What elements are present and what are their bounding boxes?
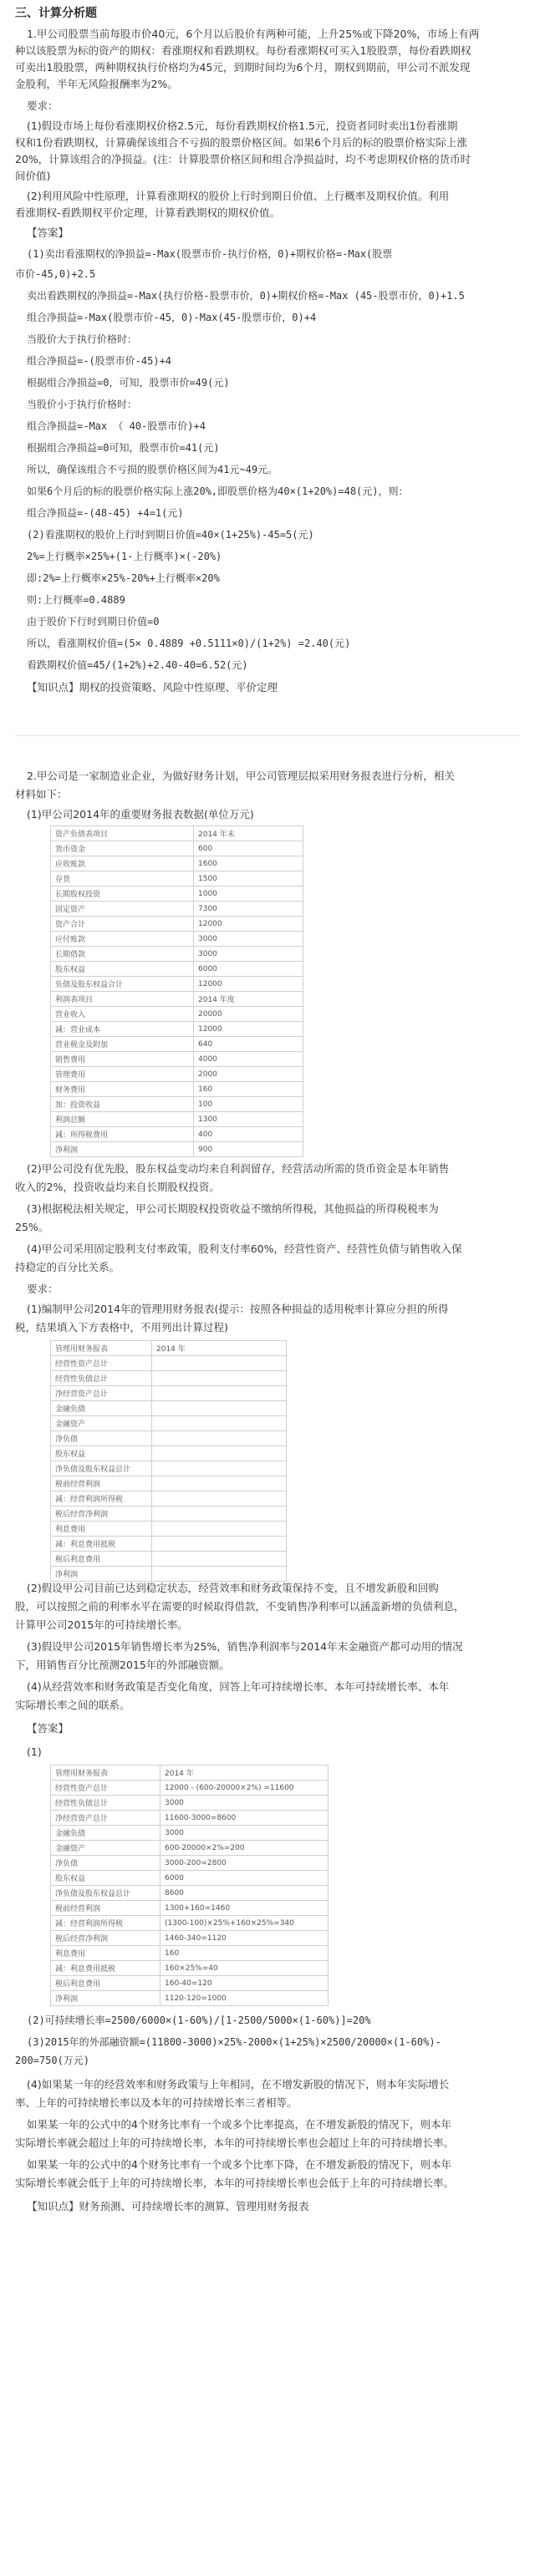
q1-answer-line: (2)看涨期权的股价上行时到期日价值=40×(1+25%)-45=5(元) bbox=[27, 529, 314, 541]
table-cell-value: 1600 bbox=[194, 856, 303, 871]
table-row bbox=[51, 1491, 287, 1506]
table-row bbox=[51, 1856, 329, 1871]
q1-require-label: 要求： bbox=[27, 99, 59, 112]
table-row bbox=[51, 1097, 303, 1112]
table-cell-value bbox=[152, 1416, 287, 1431]
table-row bbox=[51, 1506, 287, 1522]
table-cell-value: 3000 bbox=[194, 947, 303, 962]
q1-requirement-line: (1)假设市场上每份看涨期权价格2.5元，每份看跌期权价格1.5元，投资者同时卖出1份看涨期 bbox=[27, 119, 458, 132]
q2-requirement-line: 税，结果填入下方表格中，不用列出计算过程) bbox=[15, 1321, 228, 1334]
table-row bbox=[51, 1431, 287, 1446]
table-cell-label: 税后经营净利润 bbox=[51, 1931, 160, 1946]
table-cell-label: 税后利息费用 bbox=[51, 1552, 152, 1567]
q2-answer-line: 如果某一年的公式中的4个财务比率有一个或多个比率提高，在不增发新股的情况下，则本年 bbox=[27, 2118, 451, 2131]
table-row bbox=[51, 1386, 287, 1401]
table-cell-label: 固定资产 bbox=[51, 902, 194, 917]
table-cell-label: 管理费用 bbox=[51, 1067, 194, 1082]
q1-stem-line: 金股利，半年无风险报酬率为2%。 bbox=[15, 78, 178, 90]
table-cell-value: 1300+160=1460 bbox=[160, 1901, 329, 1916]
table-cell-value: 8600 bbox=[160, 1886, 329, 1901]
table-cell-label: 净经营资产总计 bbox=[51, 1811, 160, 1826]
table-cell-label: 资产合计 bbox=[51, 917, 194, 932]
table-cell-value bbox=[152, 1446, 287, 1461]
table-cell-label: 净利润 bbox=[51, 1567, 152, 1582]
q2-material-title: (1)甲公司2014年的重要财务报表数据(单位万元) bbox=[27, 808, 254, 821]
q1-answer-line: 组合净损益=-(48-45) +4=1(元) bbox=[27, 507, 184, 519]
table-row bbox=[51, 1007, 303, 1022]
table-row bbox=[51, 1976, 329, 1991]
table-cell-value bbox=[152, 1552, 287, 1567]
table-row bbox=[51, 1052, 303, 1067]
table-cell-value: 7300 bbox=[194, 902, 303, 917]
table-cell-label: 财务费用 bbox=[51, 1082, 194, 1097]
table-row bbox=[51, 947, 303, 962]
table-row bbox=[51, 1082, 303, 1097]
table-cell-label: 加：投资收益 bbox=[51, 1097, 194, 1112]
table-cell-label: 利润总额 bbox=[51, 1112, 194, 1127]
table-cell-value: 1120-120=1000 bbox=[160, 1991, 329, 2006]
q1-requirement-line: 间价值) bbox=[15, 170, 51, 182]
q1-answer-line: 如果6个月后的标的股票价格实际上涨20%,即股票价格为40×(1+20%)=48(元)，则： bbox=[27, 485, 409, 497]
table-cell-value bbox=[152, 1386, 287, 1401]
q2-answer-line: 率、上年的可持续增长率以及本年的可持续增长率三者相等。 bbox=[15, 2096, 298, 2109]
q2-requirement-line: 股，可以按照之前的利率水平在需要的时候取得借款，不变销售净利率可以涵盖新增的负债利息， bbox=[15, 1600, 465, 1613]
q1-answer-line: 组合净损益=-Max(股票市价-45，0)-Max(45-股票市价，0)+4 bbox=[27, 312, 317, 323]
table-cell-value bbox=[152, 1431, 287, 1446]
q1-answer-line: 则:上行概率=0.4889 bbox=[27, 594, 125, 606]
table-cell-value: 100 bbox=[194, 1097, 303, 1112]
table-row bbox=[51, 1446, 287, 1461]
q1-answer-line: 看跌期权价值=45/(1+2%)+2.40-40=6.52(元) bbox=[27, 659, 248, 671]
table-row bbox=[51, 1796, 329, 1811]
table-cell-label: 管理用财务报表 bbox=[51, 1766, 160, 1781]
q1-answer-line: 即:2%=上行概率×25%-20%+上行概率×20% bbox=[27, 572, 220, 584]
table-row bbox=[51, 1371, 287, 1386]
table-cell-value: 3000-200=2800 bbox=[160, 1856, 329, 1871]
table-cell-label: 减：经营利润所得税 bbox=[51, 1491, 152, 1506]
table-cell-value bbox=[152, 1522, 287, 1537]
q2-material-line: (4)甲公司采用固定股利支付率政策，股利支付率60%，经营性资产、经营性负债与销售收入保 bbox=[27, 1242, 462, 1255]
table-cell-value: 400 bbox=[194, 1127, 303, 1142]
table-cell-label: 净利润 bbox=[51, 1142, 194, 1157]
table-row bbox=[51, 1946, 329, 1961]
q2-answer-label: 【答案】 bbox=[27, 1722, 69, 1735]
q2-answer-line: 如果某一年的公式中的4个财务比率有一个或多个比率下降，在不增发新股的情况下，则本年 bbox=[27, 2158, 451, 2171]
table-cell-value: 1500 bbox=[194, 871, 303, 887]
table-row bbox=[51, 1901, 329, 1916]
table-cell-value: 12000 bbox=[194, 917, 303, 932]
q2-material-line: (2)甲公司没有优先股，股东权益变动均来自利润留存，经营活动所需的货币资金是本年销售 bbox=[27, 1162, 450, 1175]
table-cell-label: 税后经营净利润 bbox=[51, 1506, 152, 1522]
q2-requirement-line: 计算甲公司2015年的可持续增长率。 bbox=[15, 1618, 188, 1631]
table-cell-label: 经营性负债总计 bbox=[51, 1371, 152, 1386]
table-cell-label: 净负债及股东权益总计 bbox=[51, 1461, 152, 1476]
q2-answer-marker: (1) bbox=[27, 1745, 42, 1758]
table-cell-label: 利息费用 bbox=[51, 1946, 160, 1961]
table-row bbox=[51, 1961, 329, 1976]
table-cell-label: 减：经营利润所得税 bbox=[51, 1916, 160, 1931]
q1-knowledge-points: 【知识点】期权的投资策略、风险中性原理、平价定理 bbox=[27, 681, 278, 694]
table-cell-label: 管理用财务报表 bbox=[51, 1341, 152, 1356]
section-title: 三、计算分析题 bbox=[15, 7, 97, 20]
q2-requirement-line: (2)假设甲公司目前已达到稳定状态，经营效率和财务政策保持不变，且不增发新股和回购 bbox=[27, 1582, 439, 1594]
table-cell-value bbox=[152, 1476, 287, 1491]
table-cell-label: 长期借款 bbox=[51, 947, 194, 962]
table-cell-value bbox=[152, 1401, 287, 1416]
table-cell-label: 利润表项目 bbox=[51, 992, 194, 1007]
q2-requirement-line: (1)编制甲公司2014年的管理用财务报表(提示：按照各种损益的适用税率计算应分担的所得 bbox=[27, 1303, 449, 1315]
table-cell-label: 经营性负债总计 bbox=[51, 1796, 160, 1811]
table-cell-label: 资产负债表项目 bbox=[51, 826, 194, 841]
table-cell-label: 税前经营利润 bbox=[51, 1476, 152, 1491]
table-cell-label: 税后利息费用 bbox=[51, 1976, 160, 1991]
q1-requirement-line: (2)利用风险中性原理，计算看涨期权的股价上行时到期日价值、上行概率及期权价值。利用 bbox=[27, 190, 450, 202]
table-cell-label: 金融负债 bbox=[51, 1826, 160, 1841]
q2-answer-line: 实际增长率就会低于上年的可持续增长率，本年的可持续增长率也会低于上年的可持续增长率。 bbox=[15, 2177, 455, 2189]
table-row bbox=[51, 1811, 329, 1826]
table-row bbox=[51, 1931, 329, 1946]
table-row bbox=[51, 1067, 303, 1082]
table-cell-value: 2014 年度 bbox=[194, 992, 303, 1007]
table-cell-label: 金融负债 bbox=[51, 1401, 152, 1416]
table-row bbox=[51, 917, 303, 932]
q2-material-line: 25%。 bbox=[15, 1221, 49, 1233]
table-cell-label: 税前经营利润 bbox=[51, 1901, 160, 1916]
table-cell-value: 20000 bbox=[194, 1007, 303, 1022]
table-row bbox=[51, 856, 303, 871]
table-cell-label: 净负债 bbox=[51, 1856, 160, 1871]
table-cell-value: 600-20000×2%=200 bbox=[160, 1841, 329, 1856]
table-row bbox=[51, 962, 303, 977]
table-cell-label: 利息费用 bbox=[51, 1522, 152, 1537]
table-cell-label: 减：利息费用抵税 bbox=[51, 1537, 152, 1552]
table-cell-label: 负债及股东权益合计 bbox=[51, 977, 194, 992]
table-cell-value: 12000 bbox=[194, 977, 303, 992]
q1-answer-line: 由于股价下行时到期日价值=0 bbox=[27, 616, 160, 627]
table-row bbox=[51, 1781, 329, 1796]
document-page bbox=[15, 0, 520, 2576]
table-row bbox=[51, 932, 303, 947]
table-cell-value: 12000 - (600-20000×2%) =11600 bbox=[160, 1781, 329, 1796]
table-cell-value: 2014 年 bbox=[160, 1766, 329, 1781]
table-cell-label: 经营性资产总计 bbox=[51, 1356, 152, 1371]
table-cell-label: 股东权益 bbox=[51, 1446, 152, 1461]
table-row bbox=[51, 1522, 287, 1537]
q2-requirement-line: (3)假设甲公司2015年销售增长率为25%，销售净利润率与2014年末金融资产都可动用的情况 bbox=[27, 1640, 463, 1653]
table-cell-label: 净经营资产总计 bbox=[51, 1386, 152, 1401]
table-cell-label: 股东权益 bbox=[51, 1871, 160, 1886]
table-row bbox=[51, 1567, 287, 1582]
management-statement-table bbox=[50, 1340, 287, 1582]
table-cell-value: 160 bbox=[194, 1082, 303, 1097]
table-cell-value bbox=[152, 1461, 287, 1476]
table-row bbox=[51, 887, 303, 902]
q2-require-label: 要求： bbox=[27, 1283, 59, 1295]
table-cell-value: 3000 bbox=[194, 932, 303, 947]
table-cell-label: 应付账款 bbox=[51, 932, 194, 947]
q1-answer-line: 卖出看跌期权的净损益=-Max(执行价格-股票市价，0)+期权价格=-Max (45-股票市价，0)+1.5 bbox=[27, 290, 465, 302]
q1-requirement-line: 20%，计算该组合的净损益。(注：计算股票价格区间和组合净损益时，均不考虑期权价格的货币时 bbox=[15, 153, 471, 165]
table-row bbox=[51, 1416, 287, 1431]
table-row bbox=[51, 1401, 287, 1416]
q1-requirement-line: 权和1份看跌期权，计算确保该组合不亏损的股票价格区间。如果6个月后的标的股票价格实际上涨 bbox=[15, 136, 467, 149]
q2-intro-line: 2.甲公司是一家制造业企业，为做好财务计划，甲公司管理层拟采用财务报表进行分析，相关 bbox=[27, 770, 455, 782]
table-cell-value bbox=[152, 1506, 287, 1522]
q1-answer-line: 当股价大于执行价格时： bbox=[27, 333, 138, 345]
q1-answer-label: 【答案】 bbox=[27, 226, 69, 239]
q2-requirement-line: 下，用销售百分比预测2015年的外部融资额。 bbox=[15, 1659, 230, 1671]
table-cell-value: 900 bbox=[194, 1142, 303, 1157]
financial-statement-table bbox=[50, 826, 303, 1157]
table-row bbox=[51, 1127, 303, 1142]
table-cell-label: 净利润 bbox=[51, 1991, 160, 2006]
table-row bbox=[51, 1341, 287, 1356]
table-cell-value: 1300 bbox=[194, 1112, 303, 1127]
table-cell-label: 金融资产 bbox=[51, 1416, 152, 1431]
table-row bbox=[51, 1826, 329, 1841]
table-cell-value bbox=[152, 1491, 287, 1506]
table-cell-value: 4000 bbox=[194, 1052, 303, 1067]
table-row bbox=[51, 826, 303, 841]
q1-requirement-line: 看涨期权-看跌期权平价定理，计算看跌期权的期权价值。 bbox=[15, 206, 281, 219]
table-cell-value bbox=[152, 1567, 287, 1582]
q2-material-line: 持稳定的百分比关系。 bbox=[15, 1261, 120, 1273]
table-cell-value: 2014 年 bbox=[152, 1341, 287, 1356]
table-cell-value: 6000 bbox=[194, 962, 303, 977]
q1-answer-line: 2%=上行概率×25%+(1-上行概率)×(-20%) bbox=[27, 551, 222, 562]
table-row bbox=[51, 977, 303, 992]
q1-answer-line: 组合净损益=-(股票市价-45)+4 bbox=[27, 355, 172, 367]
table-cell-value: 2000 bbox=[194, 1067, 303, 1082]
table-cell-value bbox=[152, 1537, 287, 1552]
table-row bbox=[51, 1037, 303, 1052]
table-row bbox=[51, 1886, 329, 1901]
table-cell-value: (1300-100)×25%+160×25%=340 bbox=[160, 1916, 329, 1931]
table-cell-label: 经营性资产总计 bbox=[51, 1781, 160, 1796]
table-row bbox=[51, 1991, 329, 2006]
table-row bbox=[51, 1461, 287, 1476]
table-cell-label: 减：营业成本 bbox=[51, 1022, 194, 1037]
table-cell-value: 1460-340=1120 bbox=[160, 1931, 329, 1946]
table-cell-label: 应收账款 bbox=[51, 856, 194, 871]
table-cell-value: 12000 bbox=[194, 1022, 303, 1037]
table-row bbox=[51, 1871, 329, 1886]
table-cell-label: 货币资金 bbox=[51, 841, 194, 856]
q2-answer-line: 实际增长率就会超过上年的可持续增长率，本年的可持续增长率也会超过上年的可持续增长率。 bbox=[15, 2137, 455, 2149]
table-cell-value: 640 bbox=[194, 1037, 303, 1052]
table-cell-value bbox=[152, 1356, 287, 1371]
q2-answer-line: (4)如果某一年的经营效率和财务政策与上年相同，在不增发新股的情况下，则本年实际增长 bbox=[27, 2078, 450, 2091]
table-row bbox=[51, 1766, 329, 1781]
table-row bbox=[51, 1537, 287, 1552]
table-cell-value: 1000 bbox=[194, 887, 303, 902]
table-row bbox=[51, 1476, 287, 1491]
q1-stem-line: 可卖出1股股票，两种期权执行价格均为45元，到期时间均为6个月，期权到期前，甲公司不派发现 bbox=[15, 61, 471, 74]
table-row bbox=[51, 1916, 329, 1931]
q1-answer-line: 所以，看涨期权价值=(5× 0.4889 +0.5111×0)/(1+2%) =2.40(元) bbox=[27, 638, 351, 649]
table-cell-value: 600 bbox=[194, 841, 303, 856]
table-cell-value bbox=[152, 1371, 287, 1386]
table-row bbox=[51, 871, 303, 887]
q2-answer-line: (3)2015年的外部融资额=(11800-3000)×25%-2000×(1+25%)×2500/20000×(1-60%)- bbox=[27, 2036, 441, 2048]
q1-answer-line: 市价-45,0)+2.5 bbox=[15, 268, 96, 280]
q2-requirement-line: (4)从经营效率和财务政策是否变化角度，回答上年可持续增长率、本年可持续增长率、本年 bbox=[27, 1680, 450, 1693]
table-row bbox=[51, 1356, 287, 1371]
table-cell-label: 销售费用 bbox=[51, 1052, 194, 1067]
table-cell-label: 净负债及股东权益总计 bbox=[51, 1886, 160, 1901]
answer-statement-table bbox=[50, 1765, 329, 2006]
question-divider bbox=[15, 735, 520, 736]
table-row bbox=[51, 1552, 287, 1567]
table-cell-label: 减：利息费用抵税 bbox=[51, 1961, 160, 1976]
table-row bbox=[51, 1841, 329, 1856]
q1-stem-line: 1.甲公司股票当前每股市价40元，6个月以后股价有两种可能，上升25%或下降20%，市场上有两 bbox=[27, 28, 480, 40]
table-cell-value: 2014 年末 bbox=[194, 826, 303, 841]
table-row bbox=[51, 841, 303, 856]
q1-answer-line: 组合净损益=-Max （ 40-股票市价)+4 bbox=[27, 420, 206, 432]
table-cell-value: 3000 bbox=[160, 1796, 329, 1811]
q2-requirement-line: 实际增长率之间的联系。 bbox=[15, 1699, 130, 1711]
table-cell-value: 160×25%=40 bbox=[160, 1961, 329, 1976]
q1-answer-line: 根据组合净损益=0可知，股票市价=41(元) bbox=[27, 442, 220, 454]
q2-material-line: (3)根据税法相关规定，甲公司长期股权投资收益不缴纳所得税，其他损益的所得税税率为 bbox=[27, 1202, 439, 1215]
table-cell-label: 净负债 bbox=[51, 1431, 152, 1446]
q2-answer-line: 200=750(万元) bbox=[15, 2055, 90, 2066]
q1-answer-line: 所以，确保该组合不亏损的股票价格区间为41元~49元。 bbox=[27, 464, 278, 475]
table-cell-value: 3000 bbox=[160, 1826, 329, 1841]
table-cell-label: 存货 bbox=[51, 871, 194, 887]
table-cell-label: 股东权益 bbox=[51, 962, 194, 977]
q1-answer-line: 根据组合净损益=0，可知，股票市价=49(元) bbox=[27, 377, 230, 389]
table-cell-value: 11600-3000=8600 bbox=[160, 1811, 329, 1826]
q1-answer-line: 当股价小于执行价格时： bbox=[27, 399, 138, 410]
table-cell-value: 160 bbox=[160, 1946, 329, 1961]
table-row bbox=[51, 1022, 303, 1037]
table-row bbox=[51, 992, 303, 1007]
table-row bbox=[51, 902, 303, 917]
table-cell-label: 营业税金及附加 bbox=[51, 1037, 194, 1052]
table-cell-value: 160-40=120 bbox=[160, 1976, 329, 1991]
table-cell-value: 6000 bbox=[160, 1871, 329, 1886]
q2-knowledge-points: 【知识点】财务预测、可持续增长率的测算、管理用财务报表 bbox=[27, 2200, 309, 2213]
q2-intro-line: 材料如下： bbox=[15, 788, 68, 800]
q2-material-line: 收入的2%，投资收益均来自长期股权投资。 bbox=[15, 1181, 220, 1193]
q2-answer-line: (2)可持续增长率=2500/6000×(1-60%)/[1-2500/5000×(1-60%)]=20% bbox=[27, 2015, 371, 2026]
table-cell-label: 金融资产 bbox=[51, 1841, 160, 1856]
q1-stem-line: 种以该股票为标的资产的期权：看涨期权和看跌期权。每份看涨期权可买入1股股票，每份看跌期权 bbox=[15, 44, 471, 57]
table-row bbox=[51, 1142, 303, 1157]
q1-answer-line: (1)卖出看涨期权的净损益=-Max(股票市价-执行价格，0)+期权价格=-Max(股票 bbox=[27, 248, 393, 260]
table-cell-label: 减：所得税费用 bbox=[51, 1127, 194, 1142]
table-row bbox=[51, 1112, 303, 1127]
table-cell-label: 长期股权投资 bbox=[51, 887, 194, 902]
table-cell-label: 营业收入 bbox=[51, 1007, 194, 1022]
